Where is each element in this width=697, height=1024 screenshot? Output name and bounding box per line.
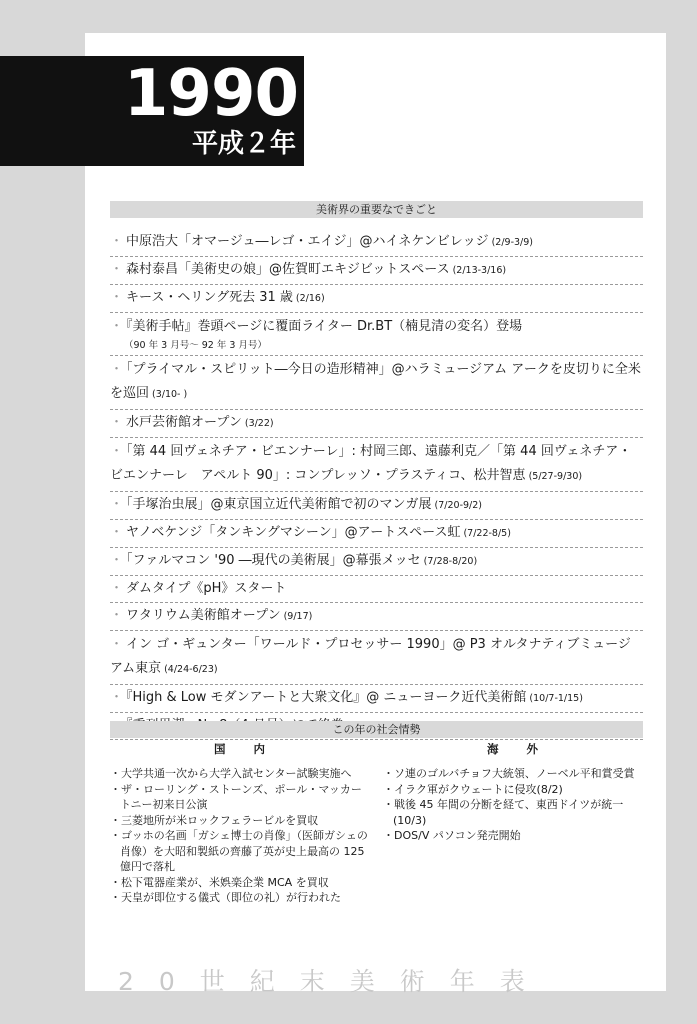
domestic-item: ・ザ・ローリング・ストーンズ、ポール・マッカートニー初来日公演 xyxy=(110,782,362,811)
event-item: ・ ダムタイプ《pH》スタート xyxy=(110,576,643,603)
series-title: 20世紀末美術年表 xyxy=(118,967,550,996)
overseas-item: ・戦後 45 年間の分断を経て、東西ドイツが統一(10/3) xyxy=(383,798,624,827)
overseas-item: ・DOS/V パソコン発売開始 xyxy=(383,829,521,842)
event-item: ・ 「手塚治虫展」@東京国立近代美術館で初のマンガ展 (7/20-9/2) xyxy=(110,492,643,520)
domestic-item: ・松下電器産業が、米娯楽企業 MCA を買収 xyxy=(110,875,329,889)
event-item: ・ 「プライマル・スピリット―今日の造形精神」@ハラミュージアム アークを皮切りに全米を巡回 (3/10- ) xyxy=(110,356,643,410)
domestic-item: ・天皇が即位する儀式（即位の礼）が行われた xyxy=(110,891,341,904)
event-item: ・ 水戸芸術館オープン (3/22) xyxy=(110,410,643,438)
domestic-item: ・大学共通一次から大学入試センター試験実施へ xyxy=(110,767,352,780)
event-item: ・ ヤノベケンジ「タンキングマシーン」@アートスペース虹 (7/22-8/5) xyxy=(110,520,643,548)
event-item: ・ 「第 44 回ヴェネチア・ビエンナーレ」: 村岡三郎、遠藤利克／「第 44 回ヴェネチア・ビエンナーレ アペルト 90」: コンプレッソ・プラスティコ、松井智恵 (5/27-9/30) xyxy=(110,438,643,492)
event-item: ・ キース・ヘリング死去 31 歳 (2/16) xyxy=(110,285,643,313)
overseas-item: ・ソ連のゴルバチョフ大統領、ノーベル平和賞受賞 xyxy=(383,767,635,780)
event-item: ・ 中原浩大「オマージュ―レゴ・エイジ」@ハイネケンビレッジ (2/9-3/9) xyxy=(110,229,643,257)
domestic-heading: 国内 xyxy=(214,742,293,756)
era-label: 平成２年 xyxy=(191,129,296,159)
overseas-list xyxy=(383,766,643,844)
events-section-title: 美術界の重要なできごと xyxy=(110,201,643,218)
event-item: ・ 『美術手帖』巻頭ページに覆面ライター Dr.BT（楠見清の変名）登場 （90 年 3 月号～ 92 年 3 月号） xyxy=(110,313,643,356)
events-list xyxy=(110,229,643,740)
domestic-item: ・三菱地所が米ロックフェラービルを買収 xyxy=(110,813,319,827)
event-item: ・ 『High & Low モダンアートと大衆文化』@ ニューヨーク近代美術館 (10/7-1/15) xyxy=(110,685,643,713)
event-item: ・ ワタリウム美術館オープン (9/17) xyxy=(110,603,643,631)
event-item: ・ イン ゴ・ギュンター「ワールド・プロセッサー 1990」@ P3 オルタナティブミュージアム東京 (4/24-6/23) xyxy=(110,631,643,685)
event-item: ・ 森村泰昌「美術史の娘」@佐賀町エキジビットスペース (2/13-3/16) xyxy=(110,257,643,285)
overseas-item: ・イラク軍がクウェートに侵攻(8/2) xyxy=(383,782,563,796)
event-item: ・ 「ファルマコン '90 ―現代の美術展」@幕張メッセ (7/28-8/20) xyxy=(110,548,643,576)
domestic-item: ・ゴッホの名画「ガシェ博士の肖像」（医師ガシェの肖像）を大昭和製紙の齊藤了英が史上最高の 125 億円で落札 xyxy=(110,829,368,873)
year-number: 1990 xyxy=(123,57,298,131)
society-section-title: この年の社会情勢 xyxy=(110,721,643,738)
overseas-heading: 海外 xyxy=(487,742,566,756)
domestic-list xyxy=(110,766,372,906)
year-header xyxy=(0,56,304,166)
